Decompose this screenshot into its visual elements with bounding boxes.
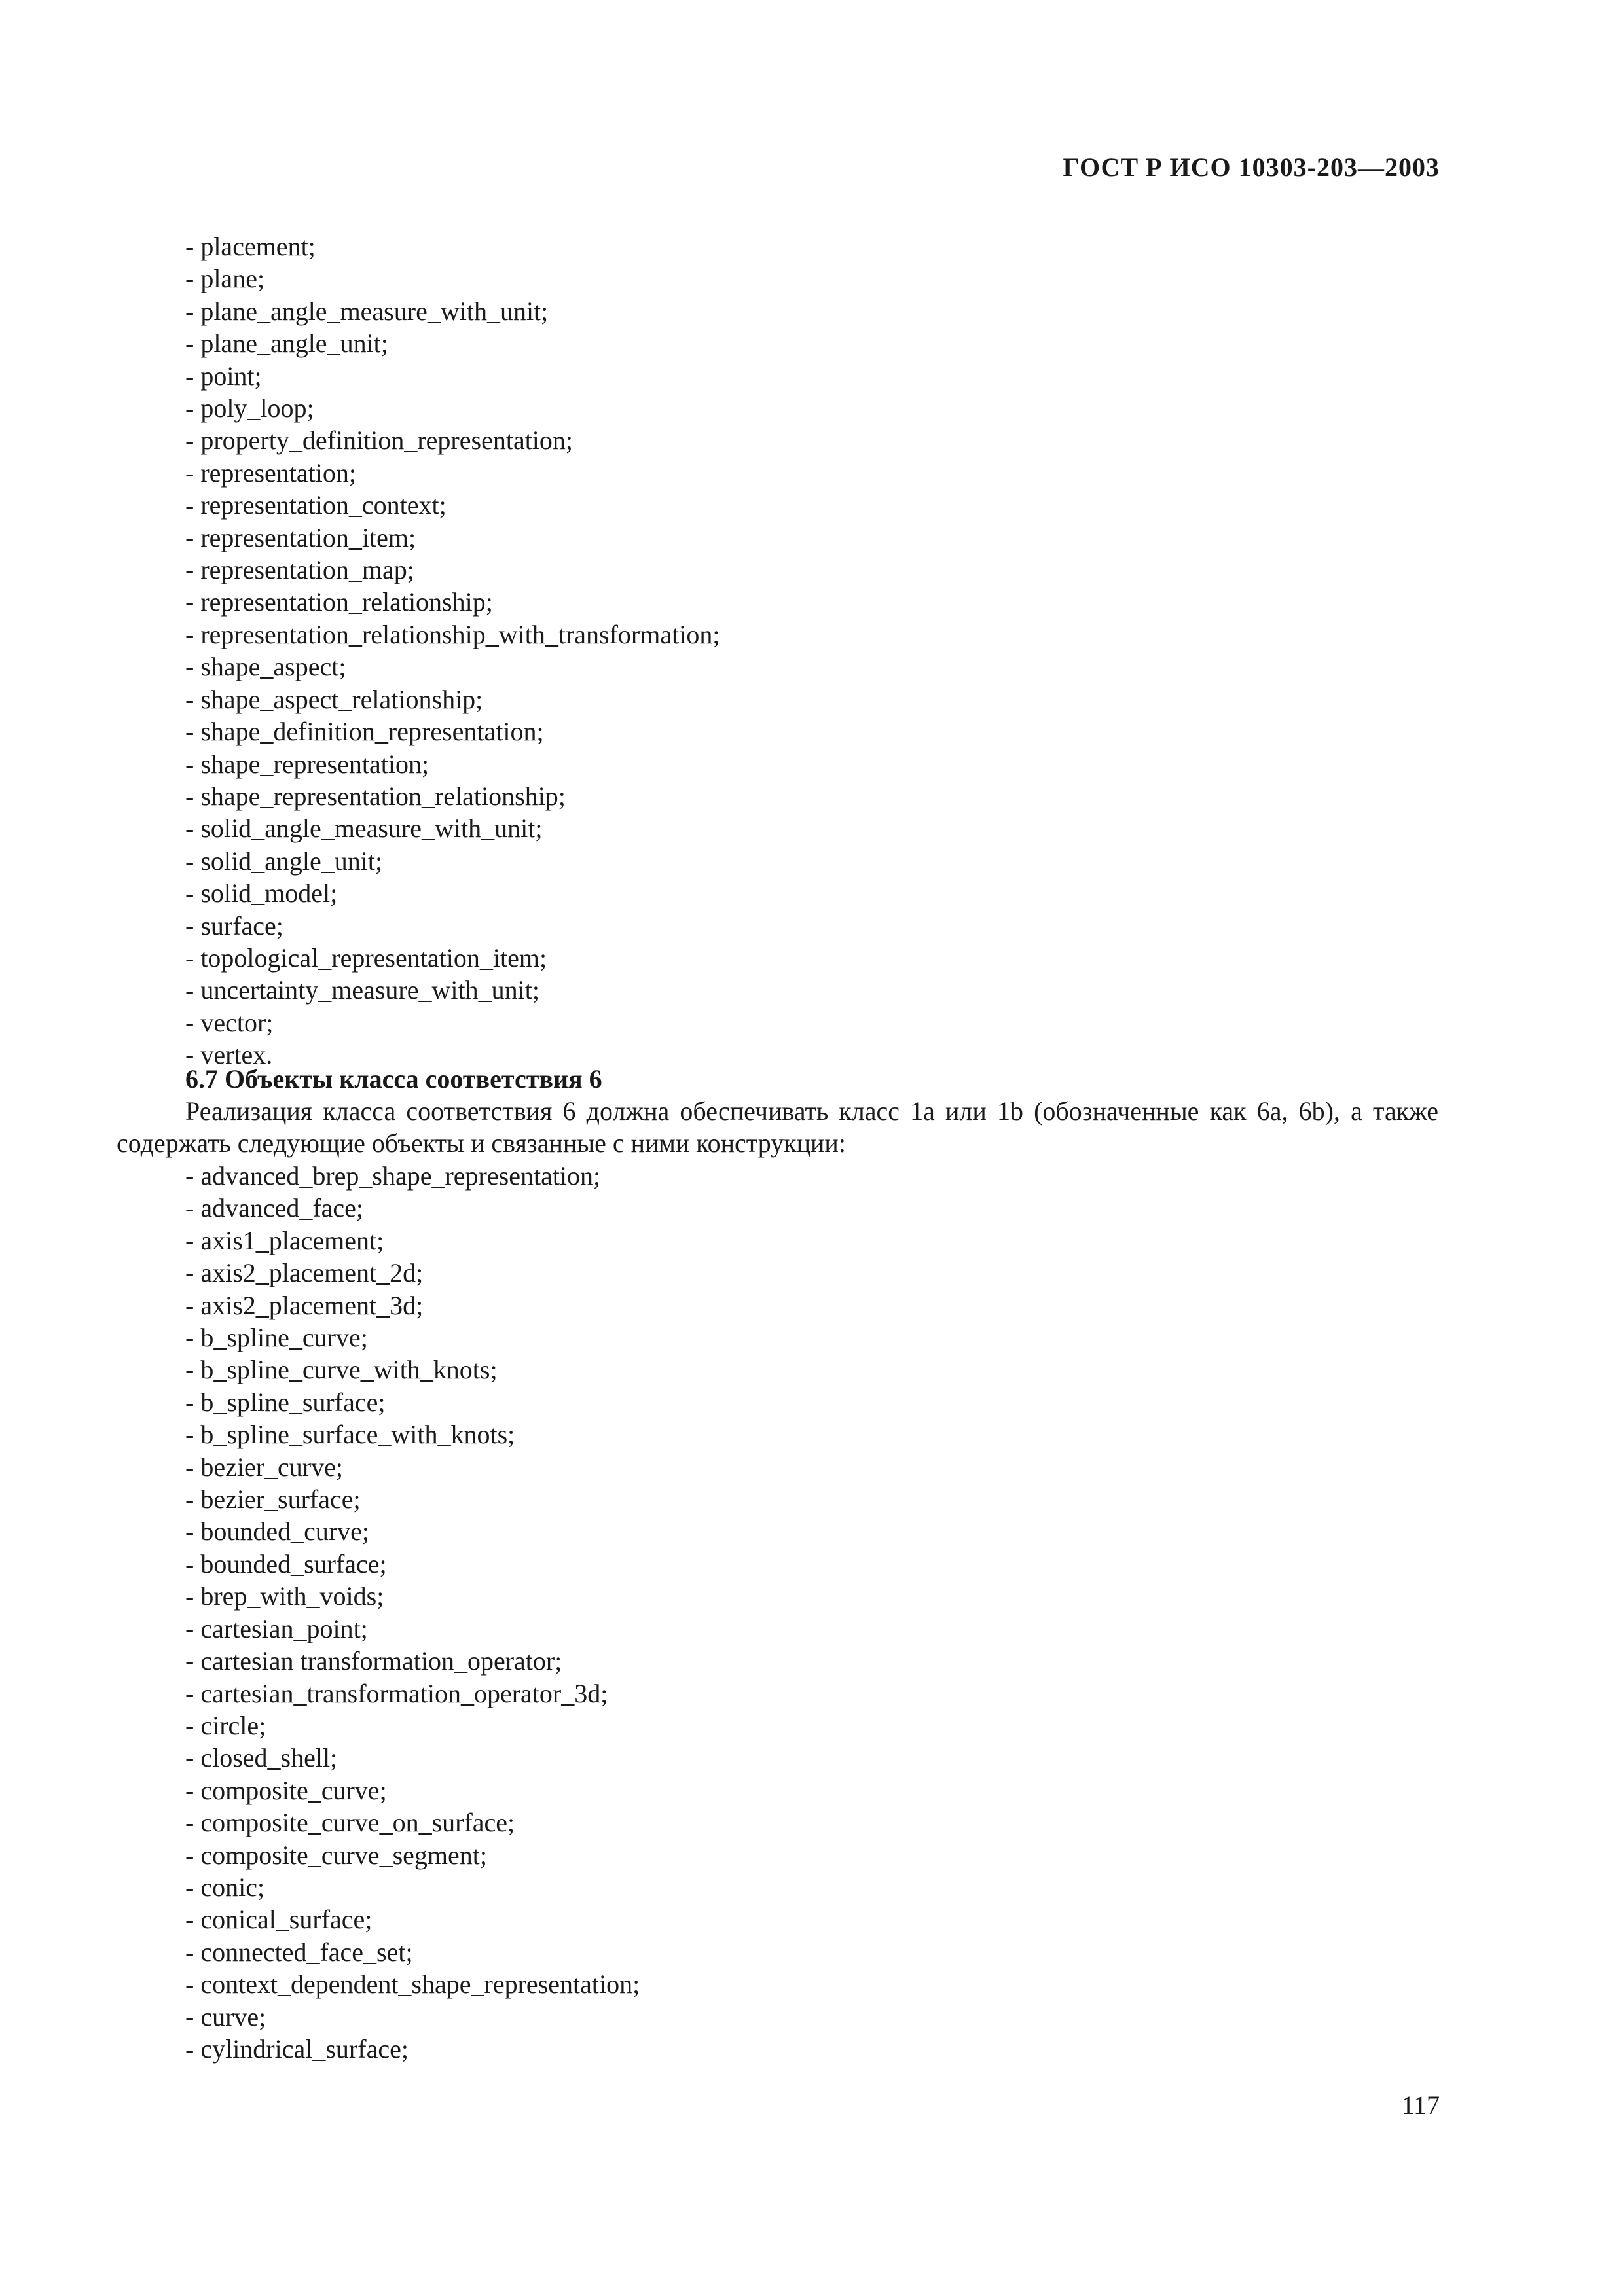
section-paragraph: Реализация класса соответствия 6 должна обеспечивать класс 1a или 1b (обозначенные как 6a, 6b), а также содержать следующие объекты и связанные с ними конструкции: [117,1096,1438,1158]
list-item: - advanced_face; [185,1193,364,1223]
list-item: - connected_face_set; [185,1937,413,1967]
list-item: - axis2_placement_2d; [185,1258,424,1288]
list-item: - poly_loop; [185,393,314,423]
document-code-header: ГОСТ Р ИСО 10303-203—2003 [1063,152,1440,182]
list-item: - representation_relationship_with_transformation; [185,619,720,649]
section-heading: 6.7 Объекты класса соответствия 6 [185,1064,602,1094]
list-item: - plane_angle_unit; [185,329,388,359]
list-item: - axis1_placement; [185,1225,384,1255]
list-item: - vertex. [185,1040,273,1070]
list-item: - b_spline_curve_with_knots; [185,1355,498,1385]
list-item: - conic; [185,1872,265,1902]
list-item: - bounded_curve; [185,1516,370,1547]
list-item: - cartesian_point; [185,1613,368,1643]
list-item: - shape_definition_representation; [185,717,544,747]
list-item: - bounded_surface; [185,1549,387,1579]
list-item: - conical_surface; [185,1905,373,1935]
list-item: - topological_representation_item; [185,942,547,973]
list-item: - composite_curve_on_surface; [185,1808,515,1838]
list-item: - shape_aspect_relationship; [185,684,483,714]
list-item: - uncertainty_measure_with_unit; [185,975,539,1005]
list-item: - representation_context; [185,490,447,520]
list-item: - bezier_curve; [185,1452,343,1482]
list-item: - closed_shell; [185,1743,338,1773]
list-item: - shape_representation_relationship; [185,781,566,811]
list-item: - cylindrical_surface; [185,2034,409,2064]
entity-list-continued [185,230,720,1071]
list-item: - cartesian transformation_operator; [185,1646,562,1676]
list-item: - b_spline_surface; [185,1387,386,1417]
list-item: - surface; [185,910,283,941]
entity-list-class-6 [185,1160,640,2065]
list-item: - curve; [185,2001,266,2032]
list-item: - composite_curve; [185,1775,387,1805]
list-item: - b_spline_surface_with_knots; [185,1420,515,1450]
list-item: - property_definition_representation; [185,425,574,456]
list-item: - brep_with_voids; [185,1581,384,1611]
list-item: - plane_angle_measure_with_unit; [185,296,549,326]
list-item: - bezier_surface; [185,1484,361,1515]
list-item: - point; [185,361,262,391]
list-item: - solid_model; [185,878,338,908]
list-item: - placement; [185,232,316,261]
list-item: - shape_representation; [185,749,429,779]
list-item: - composite_curve_segment; [185,1840,487,1870]
list-item: - context_dependent_shape_representation; [185,1969,640,2000]
list-item: - plane; [185,264,265,294]
list-item: - representation_map; [185,555,414,585]
list-item: - circle; [185,1710,266,1740]
list-item: - representation_item; [185,522,416,552]
page-number: 117 [1401,2090,1440,2120]
list-item: - axis2_placement_3d; [185,1290,424,1320]
list-item: - vector; [185,1007,274,1037]
list-item: - representation_relationship; [185,587,493,617]
list-item: - b_spline_curve; [185,1323,368,1353]
list-item: - cartesian_transformation_operator_3d; [185,1678,608,1708]
list-item: - shape_aspect; [185,652,346,682]
list-item: - representation; [185,457,356,488]
list-item: - solid_angle_measure_with_unit; [185,814,543,844]
list-item: - solid_angle_unit; [185,846,383,876]
list-item: - advanced_brep_shape_representation; [185,1161,601,1191]
